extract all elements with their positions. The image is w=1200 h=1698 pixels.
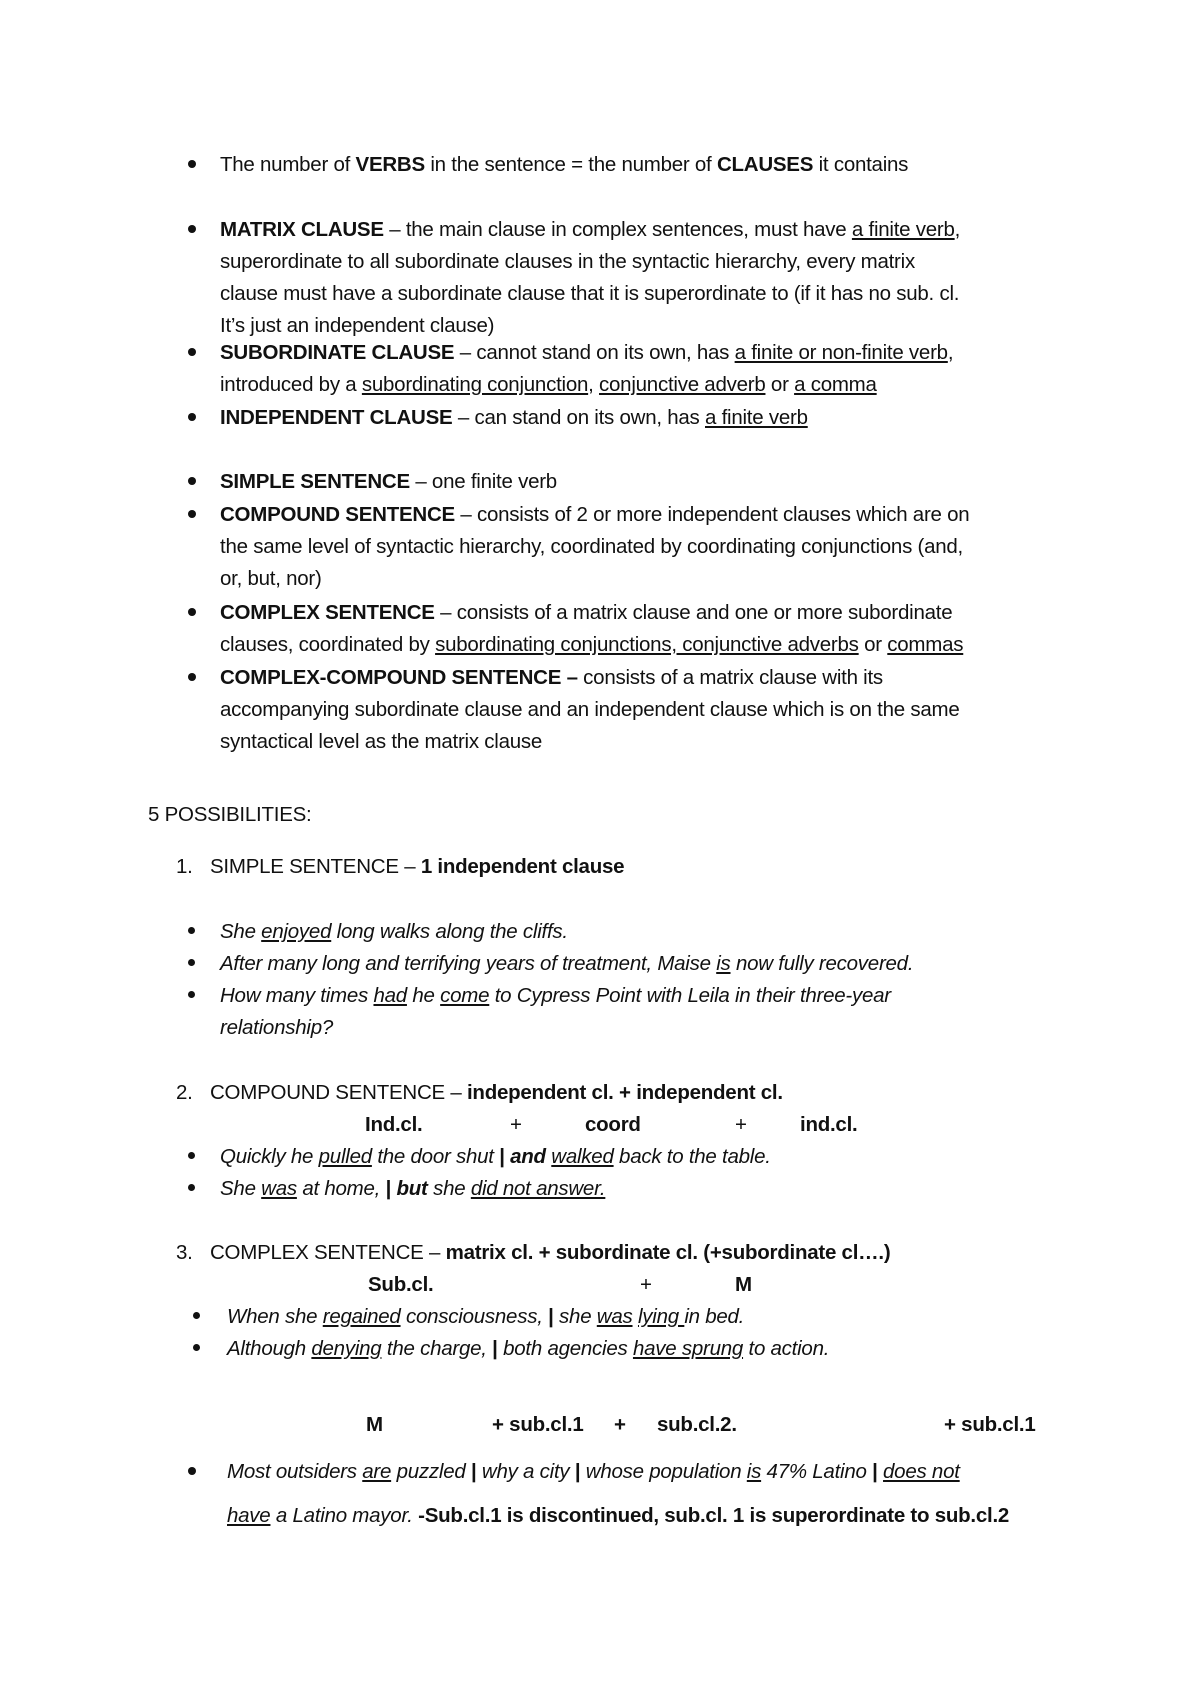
definition-line bbox=[220, 698, 960, 722]
text-run: have sprung bbox=[632, 1337, 744, 1360]
text-run: are bbox=[362, 1460, 392, 1483]
clause-scheme-label: M bbox=[366, 1413, 383, 1436]
text-run: the same level of syntactic hierarchy, coordinated by coordinating conjunctions (and, bbox=[220, 535, 963, 558]
text-run: clause must have a subordinate clause that it is superordinate to (if it has no sub. cl. bbox=[220, 282, 960, 305]
text-run: syntactical level as the matrix clause bbox=[220, 730, 543, 753]
definition-line bbox=[220, 601, 952, 625]
text-run: does not bbox=[883, 1460, 960, 1483]
text-run: or bbox=[765, 373, 795, 396]
clause-scheme-label: coord bbox=[585, 1113, 641, 1136]
text-run: superordinate to all subordinate clauses in the syntactic hierarchy, every matrix bbox=[220, 250, 915, 273]
text-run: COMPOUND SENTENCE – bbox=[210, 1081, 467, 1104]
text-run: in the sentence = the number of bbox=[424, 153, 717, 176]
definition-line bbox=[220, 341, 953, 365]
text-run: , bbox=[947, 341, 954, 364]
bullet-point bbox=[188, 510, 196, 518]
clause-scheme-label: + bbox=[735, 1113, 747, 1136]
text-run: was bbox=[596, 1305, 633, 1328]
text-run: to Cypress Point with Leila in their three-year bbox=[489, 984, 891, 1007]
text-run: enjoyed bbox=[261, 920, 332, 943]
text-run: to action. bbox=[743, 1337, 830, 1360]
text-run: in bed. bbox=[684, 1305, 745, 1328]
bullet-point bbox=[188, 673, 196, 681]
example-sentence bbox=[227, 1337, 829, 1361]
text-run: COMPOUND SENTENCE bbox=[220, 503, 455, 526]
text-run: conjunctive adverb bbox=[599, 373, 766, 396]
section-heading bbox=[210, 855, 624, 879]
section-number: 1. bbox=[176, 855, 193, 878]
text-run: SUBORDINATE CLAUSE bbox=[220, 341, 455, 364]
definition-line bbox=[220, 218, 960, 242]
section-heading bbox=[210, 1081, 783, 1105]
text-run: why a city bbox=[481, 1460, 575, 1483]
text-run: denying bbox=[311, 1337, 382, 1360]
example-sentence bbox=[227, 1460, 960, 1484]
bullet-point bbox=[188, 1184, 195, 1191]
example-sentence bbox=[227, 1504, 1009, 1528]
text-run: a comma bbox=[794, 373, 877, 396]
bullet-point bbox=[188, 225, 196, 233]
text-run: he bbox=[406, 984, 441, 1007]
bullet-point bbox=[188, 991, 195, 998]
bullet-point bbox=[188, 959, 195, 966]
bullet-point bbox=[188, 477, 196, 485]
text-run: is bbox=[716, 952, 731, 975]
text-run: a finite verb bbox=[705, 406, 808, 429]
text-run: CLAUSES bbox=[716, 153, 814, 176]
text-run: walked bbox=[551, 1145, 614, 1168]
text-run: She bbox=[220, 1177, 262, 1200]
text-run: MATRIX CLAUSE bbox=[220, 218, 384, 241]
example-sentence bbox=[220, 920, 568, 944]
bullet-point bbox=[188, 1152, 195, 1159]
definition-line bbox=[220, 567, 322, 591]
clause-scheme-label: sub.cl.2. bbox=[657, 1413, 737, 1436]
bullet-point bbox=[188, 927, 195, 934]
definition-line bbox=[220, 666, 883, 690]
bullet-point bbox=[188, 1467, 196, 1475]
text-run: she bbox=[427, 1177, 471, 1200]
text-run: come bbox=[440, 984, 490, 1007]
text-run: 1 independent clause bbox=[420, 855, 625, 878]
text-run: COMPLEX SENTENCE – bbox=[210, 1241, 446, 1264]
text-run: at home, bbox=[296, 1177, 386, 1200]
text-run: subordinating conjunctions, conjunctive adverbs bbox=[435, 633, 859, 656]
text-run: or bbox=[858, 633, 888, 656]
text-run: but bbox=[396, 1177, 428, 1200]
text-run: clauses, coordinated by bbox=[220, 633, 436, 656]
text-run: puzzled bbox=[391, 1460, 471, 1483]
text-run: Quickly he bbox=[220, 1145, 319, 1168]
text-run: is bbox=[746, 1460, 762, 1483]
text-run: did not answer. bbox=[470, 1177, 606, 1200]
example-sentence bbox=[227, 1305, 744, 1329]
definition-line bbox=[220, 314, 494, 338]
clause-scheme-label: Sub.cl. bbox=[368, 1273, 434, 1296]
text-run: back to the table. bbox=[613, 1145, 771, 1168]
text-run: When she bbox=[227, 1305, 323, 1328]
text-run: – can stand on its own, has bbox=[452, 406, 705, 429]
text-run: – one finite verb bbox=[409, 470, 557, 493]
text-run: commas bbox=[887, 633, 964, 656]
text-run: | bbox=[470, 1460, 482, 1483]
text-run: relationship? bbox=[220, 1016, 333, 1039]
definition-line bbox=[220, 633, 963, 657]
text-run: – the main clause in complex sentences, must have bbox=[383, 218, 852, 241]
text-run: How many times bbox=[220, 984, 374, 1007]
text-run: it contains bbox=[813, 153, 909, 176]
text-run: pulled bbox=[318, 1145, 372, 1168]
text-run: a finite verb bbox=[851, 218, 955, 241]
example-sentence bbox=[220, 1145, 771, 1169]
text-run: introduced by a bbox=[220, 373, 362, 396]
clause-scheme-label: + bbox=[614, 1413, 626, 1436]
clause-scheme-label: + bbox=[640, 1273, 652, 1296]
definition-line bbox=[220, 406, 808, 430]
clause-scheme-label: ind.cl. bbox=[800, 1113, 858, 1136]
bullet-point bbox=[188, 160, 196, 168]
text-run: accompanying subordinate clause and an independent clause which is on the same bbox=[220, 698, 960, 721]
text-run: matrix cl. + subordinate cl. (+subordinate cl….) bbox=[445, 1241, 891, 1264]
text-run: SIMPLE SENTENCE bbox=[220, 470, 410, 493]
section-heading bbox=[210, 1241, 890, 1265]
text-run: Most outsiders bbox=[227, 1460, 363, 1483]
text-run: both agencies bbox=[503, 1337, 633, 1360]
text-run: She bbox=[220, 920, 262, 943]
text-run: | bbox=[574, 1460, 586, 1483]
text-run: she bbox=[559, 1305, 597, 1328]
text-run: It’s just an independent clause) bbox=[220, 314, 495, 337]
text-run: After many long and terrifying years of treatment, Maise bbox=[220, 952, 717, 975]
text-run: now fully recovered. bbox=[730, 952, 914, 975]
text-run: | bbox=[385, 1177, 397, 1200]
bullet-point bbox=[193, 1344, 200, 1351]
bullet-point bbox=[188, 413, 196, 421]
definition-line bbox=[220, 470, 557, 494]
text-run: , bbox=[954, 218, 961, 241]
text-run: lying bbox=[637, 1305, 685, 1328]
text-run: INDEPENDENT CLAUSE bbox=[220, 406, 453, 429]
text-run: regained bbox=[322, 1305, 401, 1328]
bullet-point bbox=[193, 1312, 200, 1319]
clause-scheme-label: + sub.cl.1 bbox=[944, 1413, 1036, 1436]
text-run: | bbox=[492, 1337, 504, 1360]
example-sentence bbox=[220, 1016, 333, 1040]
text-run: was bbox=[261, 1177, 297, 1200]
example-sentence bbox=[220, 952, 913, 976]
definition-line bbox=[220, 373, 877, 397]
text-run: and bbox=[510, 1145, 546, 1168]
bullet-point bbox=[188, 348, 196, 356]
text-run: SIMPLE SENTENCE – bbox=[210, 855, 421, 878]
text-run: a Latino mayor. bbox=[270, 1504, 419, 1527]
clause-scheme-label: + bbox=[510, 1113, 522, 1136]
example-sentence bbox=[220, 984, 891, 1008]
text-run: whose population bbox=[585, 1460, 747, 1483]
text-run: – cannot stand on its own, has bbox=[454, 341, 735, 364]
bullet-point bbox=[188, 608, 196, 616]
text-run: consists of a matrix clause with its bbox=[577, 666, 883, 689]
text-run: 47% Latino bbox=[761, 1460, 873, 1483]
text-run: | bbox=[548, 1305, 560, 1328]
text-run: , bbox=[588, 373, 600, 396]
text-run: – consists of 2 or more independent clauses which are on bbox=[454, 503, 970, 526]
possibilities-heading: 5 POSSIBILITIES: bbox=[148, 803, 312, 826]
text-run: COMPLEX-COMPOUND SENTENCE – bbox=[220, 666, 578, 689]
text-run: long walks along the cliffs. bbox=[331, 920, 568, 943]
definition-line bbox=[220, 153, 908, 177]
definition-line bbox=[220, 503, 969, 527]
text-run: consciousness, bbox=[400, 1305, 549, 1328]
text-run: The number of bbox=[220, 153, 356, 176]
definition-line bbox=[220, 535, 963, 559]
clause-scheme-label: Ind.cl. bbox=[365, 1113, 423, 1136]
definition-line bbox=[220, 250, 915, 274]
text-run: a finite or non-finite verb bbox=[734, 341, 948, 364]
text-run: – consists of a matrix clause and one or more subordinate bbox=[434, 601, 953, 624]
example-sentence bbox=[220, 1177, 605, 1201]
section-number: 3. bbox=[176, 1241, 193, 1264]
text-run: Although bbox=[227, 1337, 312, 1360]
text-run: had bbox=[373, 984, 407, 1007]
text-run: | bbox=[872, 1460, 884, 1483]
text-run: -Sub.cl.1 is discontinued, sub.cl. 1 is superordinate to sub.cl.2 bbox=[418, 1504, 1010, 1527]
text-run: independent cl. + independent cl. bbox=[466, 1081, 783, 1104]
definition-line bbox=[220, 282, 959, 306]
text-run: the door shut bbox=[371, 1145, 500, 1168]
clause-scheme-label: + sub.cl.1 bbox=[492, 1413, 584, 1436]
text-run: have bbox=[227, 1504, 271, 1527]
text-run: VERBS bbox=[355, 153, 425, 176]
text-run: or, but, nor) bbox=[220, 567, 322, 590]
section-number: 2. bbox=[176, 1081, 193, 1104]
clause-scheme-label: M bbox=[735, 1273, 752, 1296]
text-run: subordinating conjunction bbox=[361, 373, 589, 396]
text-run: the charge, bbox=[381, 1337, 493, 1360]
text-run: COMPLEX SENTENCE bbox=[220, 601, 435, 624]
definition-line bbox=[220, 730, 542, 754]
text-run: | bbox=[499, 1145, 511, 1168]
